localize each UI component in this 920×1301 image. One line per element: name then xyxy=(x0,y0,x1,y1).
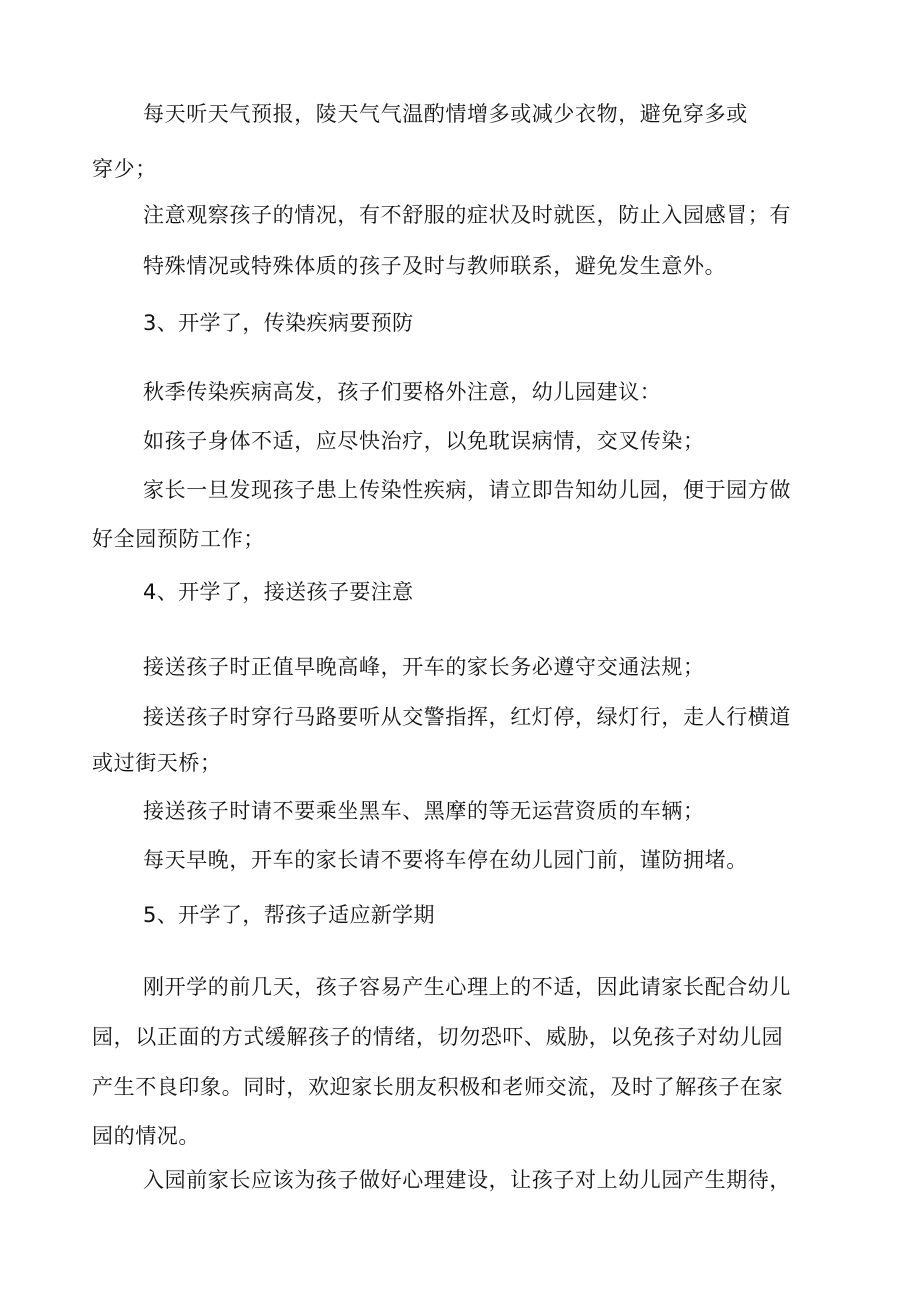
paragraph-line: 园，以正面的方式缓解孩子的情绪，切勿恐吓、威胁，以免孩子对幼儿园 xyxy=(92,1025,784,1049)
paragraph-line: 每天早晚，开车的家长请不要将车停在幼儿园门前，谨防拥堵。 xyxy=(143,848,748,872)
section-heading-4: 4、开学了，接送孩子要注意 xyxy=(143,580,414,604)
section-heading-3: 3、开学了，传染疾病要预防 xyxy=(143,311,414,335)
paragraph-line: 穿少； xyxy=(92,157,157,181)
paragraph-line: 特殊情况或特殊体质的孩子及时与教师联系，避免发生意外。 xyxy=(143,254,727,278)
paragraph-line: 秋季传染疾病高发，孩子们要格外注意，幼儿园建议： xyxy=(143,380,662,404)
paragraph-line: 或过街天桥； xyxy=(92,751,222,775)
section-heading-5: 5、开学了，帮孩子适应新学期 xyxy=(143,903,435,927)
paragraph-line: 接送孩子时请不要乘坐黑车、黑摩的等无运营资质的车辆； xyxy=(143,799,705,823)
paragraph-line: 每天听天气预报，陵天气气温酌情增多或减少衣物，避免穿多或 xyxy=(143,102,748,126)
paragraph-line: 好全园预防工作； xyxy=(92,527,265,551)
paragraph-line: 入园前家长应该为孩子做好心理建设，让孩子对上幼儿园产生期待， xyxy=(143,1168,791,1192)
paragraph-line: 接送孩子时穿行马路要听从交警指挥，红灯停，绿灯行，走人行横道 xyxy=(143,705,791,729)
paragraph-line: 接送孩子时正值早晚高峰，开车的家长务必遵守交通法规； xyxy=(143,655,705,679)
paragraph-line: 注意观察孩子的情况，有不舒服的症状及时就医，防止入园感冒；有 xyxy=(143,203,791,227)
paragraph-line: 家长一旦发现孩子患上传染性疾病，请立即告知幼儿园，便于园方做 xyxy=(143,478,791,502)
paragraph-line: 如孩子身体不适，应尽快治疗，以免耽误病情，交叉传染； xyxy=(143,429,705,453)
paragraph-line: 园的情况。 xyxy=(92,1124,200,1148)
paragraph-line: 产生不良印象。同时，欢迎家长朋友积极和老师交流，及时了解孩子在家 xyxy=(92,1075,784,1099)
paragraph-line: 刚开学的前几天，孩子容易产生心理上的不适，因此请家长配合幼儿 xyxy=(143,975,791,999)
